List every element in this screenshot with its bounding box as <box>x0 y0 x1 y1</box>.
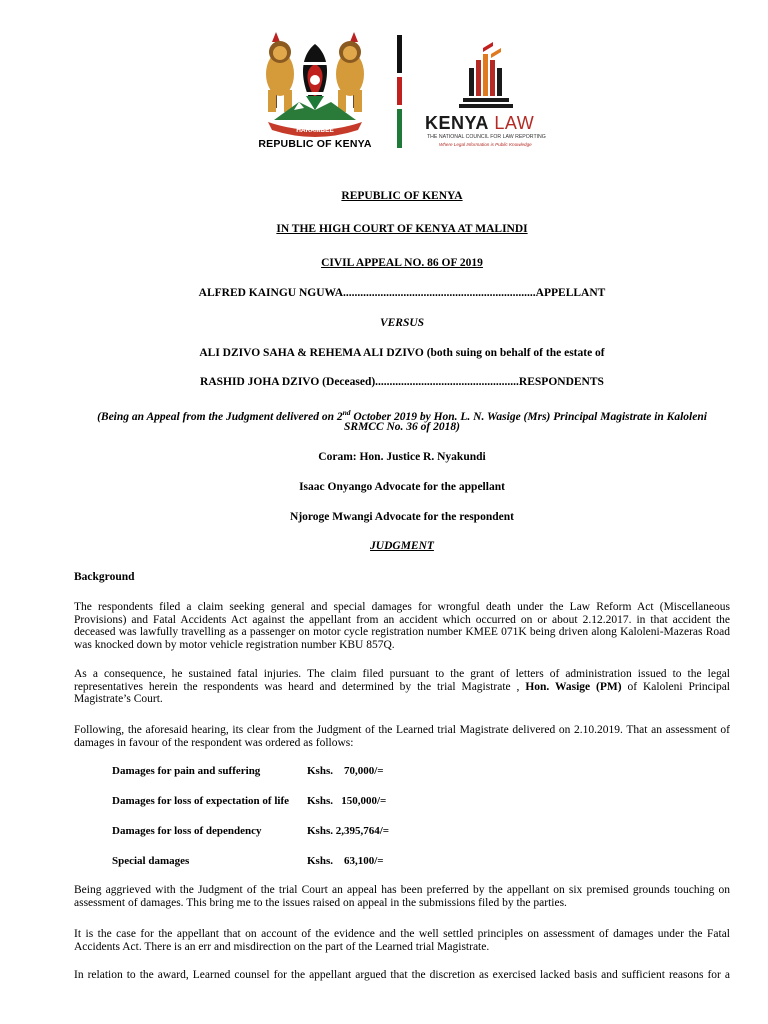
advocate-respondent-line: Njoroge Mwangi Advocate for the respondent <box>290 511 514 523</box>
appeal-note-line-2: SRMCC No. 36 of 2018) <box>344 421 460 433</box>
flag-divider <box>397 35 402 148</box>
respondents-line-2: RASHID JOHA DZIVO (Deceased)..................................................RESPONDENTS <box>200 376 604 388</box>
paragraph-3: Following, the aforesaid hearing, its clear from the Judgment of the Learned trial Magistrate delivered on 2.10.2019. That an assessment of damages in favour of the respondent was ordered as follows: <box>74 724 730 749</box>
damages-row: Damages for loss of dependency Kshs. 2,395,764/= <box>112 825 390 837</box>
appellant-line: ALFRED KAINGU NGUWA...................................................................APPELLANT <box>198 287 606 299</box>
paragraph-2: As a consequence, he sustained fatal injuries. The claim filed pursuant to the grant of letters of administration issued to the legal representatives herein the respondents was heard and determined by the trial Magistrate , Hon. Wasige (PM) of Kaloleni Principal Magistrate’s Court. <box>74 668 731 705</box>
versus-line: VERSUS <box>379 317 425 329</box>
background-heading: Background <box>74 571 135 583</box>
coat-of-arms-logo <box>250 30 380 155</box>
damages-row: Damages for pain and suffering Kshs. 70,000/= <box>112 765 384 777</box>
kenya-law-subtitle: THE NATIONAL COUNCIL FOR LAW REPORTING <box>427 134 546 140</box>
paragraph-5: It is the case for the appellant that on account of the evidence and the well settled principles on assessment of damages under the Fatal Accidents Act. There is an err and misdirection on the part of the Learned trial Magistrate. <box>74 928 730 953</box>
paragraph-6: In relation to the award, Learned counsel for the appellant argued that the discretion as exercised lacked basis and sufficient reasons for a <box>74 969 730 981</box>
advocate-appellant-line: Isaac Onyango Advocate for the appellant <box>299 481 505 493</box>
respondents-line-1: ALI DZIVO SAHA & REHEMA ALI DZIVO (both suing on behalf of the estate of <box>199 347 605 359</box>
kenya-law-wordmark: KENYA LAW <box>425 113 535 133</box>
damages-row: Damages for loss of expectation of life Kshs. 150,000/= <box>112 795 387 807</box>
court-heading: IN THE HIGH COURT OF KENYA AT MALINDI <box>276 223 528 235</box>
coat-caption: REPUBLIC OF KENYA <box>258 138 372 150</box>
coram-line: Coram: Hon. Justice R. Nyakundi <box>318 451 486 463</box>
kenya-law-tagline: Where Legal Information is Public Knowledge <box>439 142 532 147</box>
paragraph-1: The respondents filed a claim seeking general and special damages for wrongful death under the Law Reform Act (Miscellaneous Provisions) and Fatal Accidents Act against the appellant from an accident which occurred on or about 2.12.2017. in that accident the deceased was lawfully travelling as a passenger on motor cycle registration number KMEE 071K being driven along Kaloleni-Mazeras Road was knocked down by motor vehicle registration number KBU 857Q. <box>74 601 730 651</box>
coat-motto-text: HARAMBEE <box>296 127 334 134</box>
damages-row: Special damages Kshs. 63,100/= <box>112 855 384 867</box>
republic-heading: REPUBLIC OF KENYA <box>341 190 463 202</box>
paragraph-4: Being aggrieved with the Judgment of the trial Court an appeal has been preferred by the appellant on six premised grounds touching on assessment of damages. This bring me to the issues raised on appeal in the submissions filed by the parties. <box>74 884 730 909</box>
case-number: CIVIL APPEAL NO. 86 OF 2019 <box>321 257 483 269</box>
judgment-heading: JUDGMENT <box>370 540 434 552</box>
kenya-law-columns-icon <box>445 40 535 112</box>
coat-of-arms-icon <box>254 30 376 140</box>
appeal-note-line-1: (Being an Appeal from the Judgment delivered on 2nd October 2019 by Hon. L. N. Wasige (Mrs) Principal Magistrate in Kaloleni <box>97 408 707 423</box>
kenya-law-logo <box>425 40 555 155</box>
